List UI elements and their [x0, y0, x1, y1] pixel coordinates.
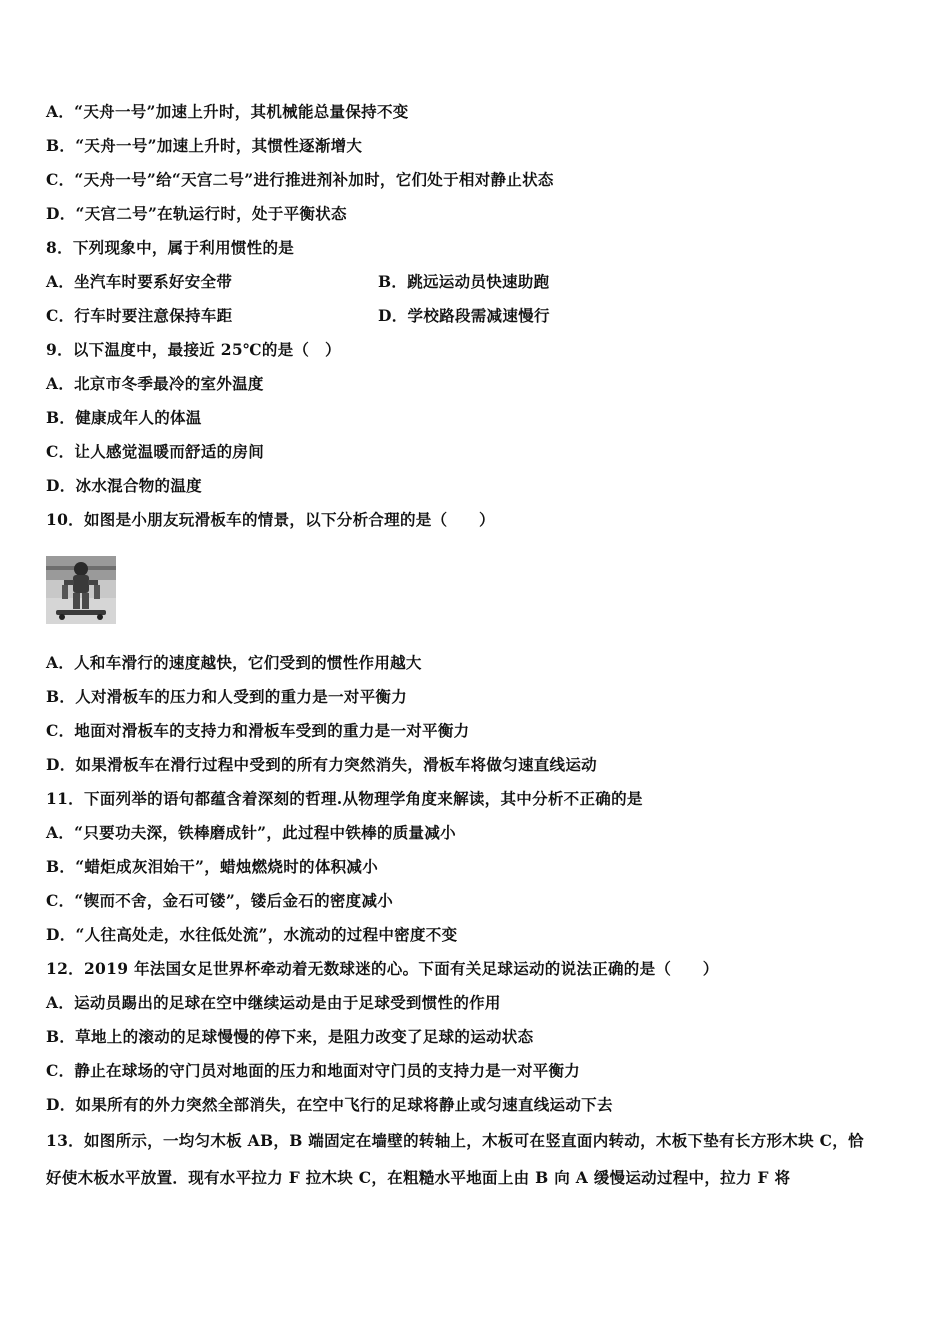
q11-option-b: B．“蜡炬成灰泪始干”，蜡烛燃烧时的体积减小 [46, 857, 379, 876]
q11-option-d: D．“人往高处走，水往低处流”，水流动的过程中密度不变 [46, 925, 458, 944]
q12-option-d: D．如果所有的外力突然全部消失，在空中飞行的足球将静止或匀速直线运动下去 [46, 1095, 613, 1114]
q10-stem: 10．如图是小朋友玩滑板车的情景，以下分析合理的是（ ） [46, 510, 495, 529]
q8-option-a: A．坐汽车时要系好安全带 [46, 272, 233, 291]
q7-option-c: C．“天舟一号”给“天宫二号”进行推进剂补加时，它们处于相对静止状态 [46, 170, 554, 189]
q9-stem: 9．以下温度中，最接近 25℃的是（ ） [46, 340, 341, 359]
q7-option-b: B．“天舟一号”加速上升时，其惯性逐渐增大 [46, 136, 363, 155]
scooter-child-illustration [46, 556, 116, 624]
q7-option-d: D．“天宫二号”在轨运行时，处于平衡状态 [46, 204, 347, 223]
q8-option-d: D．学校路段需减速慢行 [378, 306, 550, 325]
q11-stem: 11．下面列举的语句都蕴含着深刻的哲理.从物理学角度来解读，其中分析不正确的是 [46, 789, 643, 808]
q9-option-a: A．北京市冬季最冷的室外温度 [46, 374, 264, 393]
q12-option-b: B．草地上的滚动的足球慢慢的停下来，是阻力改变了足球的运动状态 [46, 1027, 534, 1046]
q10-option-d: D．如果滑板车在滑行过程中受到的所有力突然消失，滑板车将做匀速直线运动 [46, 755, 597, 774]
q12-option-c: C．静止在球场的守门员对地面的压力和地面对守门员的支持力是一对平衡力 [46, 1061, 581, 1080]
q11-option-a: A．“只要功夫深，铁棒磨成针”，此过程中铁棒的质量减小 [46, 823, 456, 842]
q13-stem-line-1: 13．如图所示，一均匀木板 AB，B 端固定在墙壁的转轴上，木板可在竖直面内转动，木板下垫有长方形木块 C，恰 [46, 1131, 864, 1150]
q12-option-a: A．运动员踢出的足球在空中继续运动是由于足球受到惯性的作用 [46, 993, 501, 1012]
q8-option-b: B．跳远运动员快速助跑 [378, 272, 550, 291]
q9-option-b: B．健康成年人的体温 [46, 408, 202, 427]
q10-option-b: B．人对滑板车的压力和人受到的重力是一对平衡力 [46, 687, 408, 706]
q11-option-c: C．“锲而不舍，金石可镂”，镂后金石的密度减小 [46, 891, 394, 910]
q9-option-c: C．让人感觉温暖而舒适的房间 [46, 442, 265, 461]
q8-option-c: C．行车时要注意保持车距 [46, 306, 233, 325]
q10-option-a: A．人和车滑行的速度越快，它们受到的惯性作用越大 [46, 653, 422, 672]
q10-option-c: C．地面对滑板车的支持力和滑板车受到的重力是一对平衡力 [46, 721, 470, 740]
q7-option-a: A．“天舟一号”加速上升时，其机械能总量保持不变 [46, 102, 409, 121]
q13-stem-line-2: 好使木板水平放置．现有水平拉力 F 拉木块 C，在粗糙水平地面上由 B 向 A 缓慢运动过程中，拉力 F 将 [46, 1168, 791, 1187]
q12-stem: 12．2019 年法国女足世界杯牵动着无数球迷的心。下面有关足球运动的说法正确的是（ ） [46, 959, 719, 978]
q8-stem: 8．下列现象中，属于利用惯性的是 [46, 238, 295, 257]
scooter-child-photo [46, 556, 116, 624]
q9-option-d: D．冰水混合物的温度 [46, 476, 202, 495]
